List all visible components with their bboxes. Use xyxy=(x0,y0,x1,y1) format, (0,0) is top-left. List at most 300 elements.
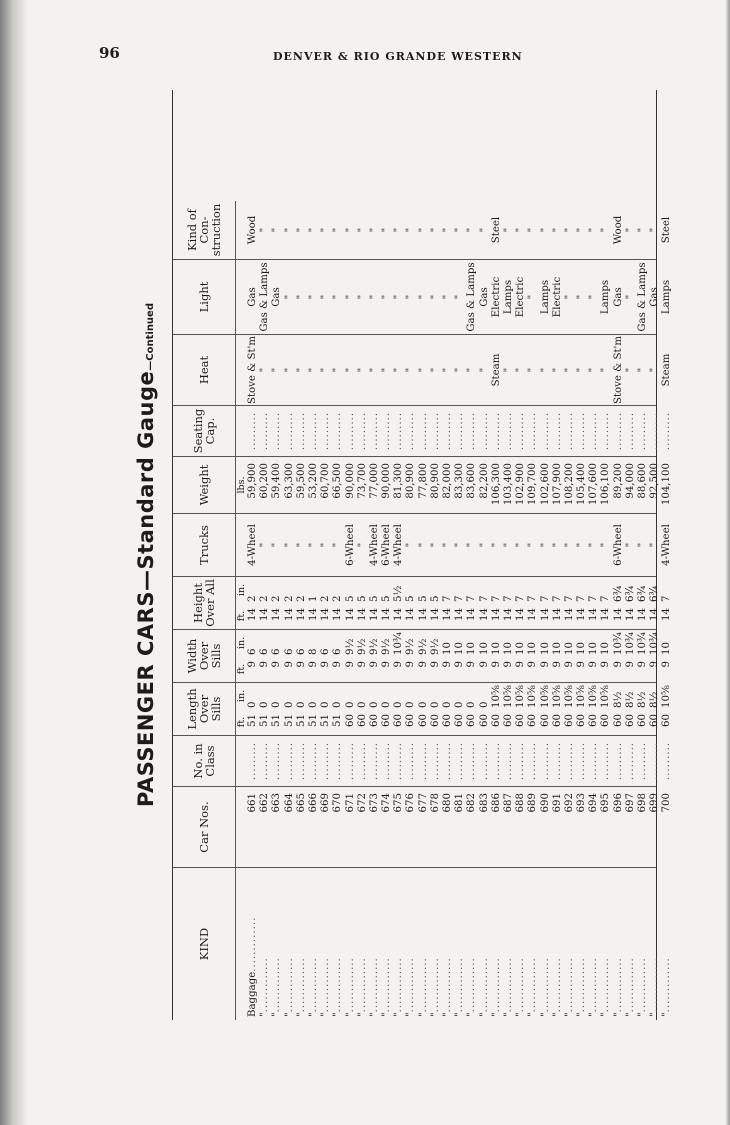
cell-text: 92,500 xyxy=(649,463,661,499)
table-cell xyxy=(369,604,381,629)
leader-dots: ......... xyxy=(527,411,539,451)
table-cell xyxy=(503,260,515,334)
cell-text: 7 xyxy=(551,595,563,602)
table-cell xyxy=(247,577,259,604)
table-cell xyxy=(491,683,503,710)
cell-text: Gas & Lamps xyxy=(466,262,478,332)
leader-dots: ......... xyxy=(247,741,258,781)
cell-text: " xyxy=(381,1012,393,1017)
table-cell xyxy=(405,657,417,682)
table-row xyxy=(552,577,564,629)
table-row xyxy=(600,683,612,735)
cell-text: " xyxy=(454,542,466,548)
table-cell xyxy=(418,577,430,604)
cell-text: 2 xyxy=(295,595,307,602)
cell-text: 60 xyxy=(454,714,466,727)
table-cell xyxy=(588,514,600,576)
leader-dots: ......... xyxy=(539,741,551,781)
table-cell xyxy=(320,335,332,405)
table-cell xyxy=(296,335,308,405)
cell-text: 7 xyxy=(442,595,453,602)
cell-text: " xyxy=(478,542,490,548)
cell-text: 6 xyxy=(320,648,332,655)
cell-text: " xyxy=(624,542,636,548)
table-cell xyxy=(418,710,430,735)
table-cell xyxy=(600,514,612,576)
table-cell xyxy=(393,657,405,682)
cell-text: 9 xyxy=(368,661,380,668)
cell-text: " xyxy=(320,294,332,300)
table-cell xyxy=(503,335,515,405)
leader-dots: ......... xyxy=(527,741,539,781)
cell-text: " xyxy=(539,227,551,233)
table-cell xyxy=(418,868,430,1020)
table-cell xyxy=(418,514,430,576)
cell-text: 63,300 xyxy=(283,463,295,499)
table-row xyxy=(357,683,369,735)
table-cell xyxy=(503,201,515,259)
cell-text: 10⅝ xyxy=(551,685,563,708)
cell-text: 14 xyxy=(271,608,283,621)
table-row xyxy=(515,683,527,735)
table-cell xyxy=(588,201,600,259)
table-cell xyxy=(491,457,503,513)
cell-text: 669 xyxy=(320,793,332,813)
cell-text: " xyxy=(563,367,575,373)
cell-text: " xyxy=(259,542,271,548)
table-cell xyxy=(271,630,283,657)
table-cell xyxy=(613,457,625,513)
table-cell xyxy=(405,335,417,405)
table-cell xyxy=(527,657,539,682)
cell-text: 9 xyxy=(527,661,539,668)
table-cell xyxy=(259,630,271,657)
leader-dots: ......... xyxy=(271,741,283,781)
cell-text: " xyxy=(502,227,514,233)
table-cell xyxy=(613,514,625,576)
cell-text: " xyxy=(417,367,429,373)
table-row xyxy=(588,577,600,629)
cell-text: " xyxy=(356,227,368,233)
cell-text: " xyxy=(259,1012,271,1017)
table-cell xyxy=(271,260,283,334)
cell-text: 0 xyxy=(417,701,429,708)
cell-text: 66,500 xyxy=(332,463,344,499)
table-cell xyxy=(613,335,625,405)
cell-text: 700 xyxy=(661,793,673,813)
table-row xyxy=(564,683,576,735)
cell-text: 0 xyxy=(295,701,307,708)
leader-dots: ............. xyxy=(527,957,539,1013)
cell-text: 51 xyxy=(307,714,319,727)
cell-text: 14 xyxy=(624,608,636,621)
cell-text: 60 xyxy=(429,714,441,727)
table-cell xyxy=(308,683,320,710)
cell-text: 7 xyxy=(588,595,600,602)
cell-text: 60 xyxy=(527,714,539,727)
table-cell xyxy=(454,457,466,513)
cell-text: " xyxy=(429,367,441,373)
table-cell xyxy=(527,710,539,735)
table-cell xyxy=(405,604,417,629)
cell-text: 682 xyxy=(466,793,478,813)
table-cell xyxy=(466,201,478,259)
leader-dots: ......... xyxy=(429,741,441,781)
cell-text: 676 xyxy=(405,793,417,813)
cell-text: 6-Wheel xyxy=(344,524,356,566)
cell-text: 8 xyxy=(307,648,319,655)
table-row xyxy=(564,630,576,682)
cell-text: 106,100 xyxy=(600,463,612,506)
cell-text: 666 xyxy=(307,793,319,813)
leader-dots: ......... xyxy=(454,411,466,451)
cell-text: " xyxy=(332,294,344,300)
table-cell xyxy=(649,260,661,334)
table-cell xyxy=(637,630,649,657)
table-cell xyxy=(296,683,308,710)
table-row xyxy=(381,577,393,629)
cell-text: 14 xyxy=(551,608,563,621)
cell-text: " xyxy=(588,294,600,300)
table-cell xyxy=(552,604,564,629)
header-car-nos: Car Nos. xyxy=(173,787,236,867)
cell-text: " xyxy=(588,227,600,233)
cell-text: " xyxy=(283,227,295,233)
table-cell xyxy=(284,630,296,657)
table-cell xyxy=(259,604,271,629)
table-cell xyxy=(357,514,369,576)
cell-text: " xyxy=(283,1012,295,1017)
table-cell xyxy=(527,514,539,576)
cell-text: " xyxy=(515,227,527,233)
cell-text: 10 xyxy=(551,642,563,655)
table-cell xyxy=(503,604,515,629)
cell-text: " xyxy=(405,1012,417,1017)
table-row xyxy=(466,630,478,682)
cell-text: " xyxy=(295,367,307,373)
table-cell xyxy=(442,514,454,576)
table-cell xyxy=(296,201,308,259)
cell-text: " xyxy=(502,1012,514,1017)
leader-dots: ............. xyxy=(600,957,612,1013)
table-cell xyxy=(466,514,478,576)
leader-dots: ......... xyxy=(539,411,551,451)
table-cell xyxy=(284,260,296,334)
col-construction xyxy=(173,201,673,260)
cell-text: 60 xyxy=(539,714,551,727)
cell-text: 695 xyxy=(600,793,612,813)
leader-dots: ......... xyxy=(368,411,380,451)
table-cell xyxy=(588,657,600,682)
cell-text: Lamps xyxy=(502,279,514,315)
table-cell xyxy=(454,604,466,629)
cell-text: 51 xyxy=(320,714,332,727)
table-cell xyxy=(564,657,576,682)
leader-dots: ......... xyxy=(490,741,502,781)
leader-dots: ......... xyxy=(624,741,636,781)
cell-text: 102,600 xyxy=(539,463,551,506)
table-cell xyxy=(308,604,320,629)
table-cell xyxy=(393,604,405,629)
table-cell xyxy=(564,457,576,513)
table-cell xyxy=(284,683,296,710)
table-cell xyxy=(271,604,283,629)
table-cell xyxy=(637,657,649,682)
table-cell xyxy=(649,868,661,1020)
leader-dots: ......... xyxy=(356,411,368,451)
cell-text: Steam xyxy=(490,353,502,387)
table-row xyxy=(332,683,344,735)
table-cell xyxy=(540,514,552,576)
table-cell xyxy=(515,457,527,513)
table-cell xyxy=(479,514,491,576)
leader-dots: ............. xyxy=(283,957,295,1013)
table-cell xyxy=(491,335,503,405)
table-cell xyxy=(308,787,320,867)
table-cell xyxy=(613,577,625,604)
cell-text: " xyxy=(393,227,405,233)
cell-text: " xyxy=(624,294,636,300)
cell-text: 6-Wheel xyxy=(381,524,393,566)
cell-text: 4-Wheel xyxy=(393,524,405,566)
table-cell xyxy=(332,457,344,513)
table-cell xyxy=(661,657,673,682)
table-cell xyxy=(637,787,649,867)
cell-text: 7 xyxy=(466,595,478,602)
table-cell xyxy=(345,710,357,735)
cell-text: 9 xyxy=(271,661,283,668)
table-cell xyxy=(369,514,381,576)
cell-text: 60 xyxy=(478,714,490,727)
table-cell xyxy=(661,868,673,1020)
table-row xyxy=(369,577,381,629)
table-cell xyxy=(393,457,405,513)
table-cell xyxy=(625,514,637,576)
table-cell xyxy=(540,335,552,405)
cell-text: " xyxy=(332,367,344,373)
table-cell xyxy=(479,657,491,682)
table-cell xyxy=(320,604,332,629)
table-cell xyxy=(345,335,357,405)
leader-dots: ......... xyxy=(576,741,588,781)
cell-text: 8½ xyxy=(637,691,648,708)
table-cell xyxy=(308,457,320,513)
cell-text: 6¾ xyxy=(649,585,661,602)
table-row xyxy=(345,683,357,735)
table-cell xyxy=(393,787,405,867)
table-cell xyxy=(247,657,259,682)
cell-text: 10¾ xyxy=(624,632,636,655)
cell-text: " xyxy=(454,294,466,300)
col-weight xyxy=(173,457,673,514)
table-cell xyxy=(613,868,625,1020)
cell-text: " xyxy=(527,542,539,548)
table-cell xyxy=(661,787,673,867)
cell-text: " xyxy=(515,1012,527,1017)
cell-text: 10⅝ xyxy=(661,685,673,708)
table-cell xyxy=(357,630,369,657)
leader-dots: ............. xyxy=(332,957,344,1013)
cell-text: 0 xyxy=(442,701,453,708)
cell-text: 9 xyxy=(454,661,466,668)
cell-text: 60 xyxy=(466,714,478,727)
cell-text: 9 xyxy=(515,661,527,668)
table-cell xyxy=(381,657,393,682)
table-cell xyxy=(540,604,552,629)
cell-text: 10⅝ xyxy=(515,685,527,708)
table-row xyxy=(308,577,320,629)
cell-text: 14 xyxy=(417,608,429,621)
cell-text: 6¾ xyxy=(637,585,648,602)
cell-text: 9 xyxy=(588,661,600,668)
table-cell xyxy=(284,577,296,604)
cell-text: 14 xyxy=(661,608,673,621)
table-cell xyxy=(418,260,430,334)
cell-text: 0 xyxy=(381,701,393,708)
table-cell xyxy=(320,577,332,604)
table-cell xyxy=(284,604,296,629)
table-cell xyxy=(515,260,527,334)
cell-text: " xyxy=(612,1012,624,1017)
table-cell xyxy=(345,457,357,513)
leader-dots: ......... xyxy=(417,741,429,781)
cell-text: 5½ xyxy=(393,585,405,602)
cell-text: 53,200 xyxy=(307,463,319,499)
table-cell xyxy=(515,201,527,259)
table-row xyxy=(271,683,283,735)
table-cell xyxy=(503,514,515,576)
table-cell xyxy=(381,630,393,657)
table-row xyxy=(320,630,332,682)
table-cell xyxy=(259,683,271,710)
table-cell xyxy=(625,457,637,513)
table-cell xyxy=(552,683,564,710)
table-cell xyxy=(271,683,283,710)
table-cell xyxy=(466,868,478,1020)
table-cell xyxy=(564,868,576,1020)
table-cell xyxy=(576,868,588,1020)
cell-text: 14 xyxy=(405,608,417,621)
table-row xyxy=(527,630,539,682)
cell-text: Lamps xyxy=(661,279,673,315)
leader-dots: ......... xyxy=(466,411,478,451)
table-cell xyxy=(600,710,612,735)
table-row xyxy=(540,577,552,629)
leader-dots: ......... xyxy=(247,411,258,451)
table-cell xyxy=(320,683,332,710)
leader-dots: ......... xyxy=(661,741,673,781)
cell-text: Steam xyxy=(661,353,673,387)
cell-text: 0 xyxy=(393,701,405,708)
cell-text: 7 xyxy=(527,595,539,602)
table-cell xyxy=(466,260,478,334)
table-cell xyxy=(515,868,527,1020)
table-cell xyxy=(357,787,369,867)
table-cell xyxy=(661,630,673,657)
cell-text: " xyxy=(442,1012,453,1017)
cell-text: 60,200 xyxy=(259,463,271,499)
cell-text: 0 xyxy=(283,701,295,708)
table-cell xyxy=(613,604,625,629)
table-cell xyxy=(271,868,283,1020)
cell-text: 60 xyxy=(600,714,612,727)
table-row xyxy=(345,577,357,629)
cell-text: " xyxy=(466,1012,478,1017)
cell-text: 10¾ xyxy=(637,632,648,655)
leader-dots: ......... xyxy=(344,741,356,781)
table-cell xyxy=(381,260,393,334)
table-cell xyxy=(466,630,478,657)
cell-text: 10⅝ xyxy=(527,685,539,708)
table-cell xyxy=(515,577,527,604)
cell-text: 60 xyxy=(344,714,356,727)
cell-text: 7 xyxy=(563,595,575,602)
table-cell xyxy=(515,335,527,405)
table-cell xyxy=(600,604,612,629)
table-row xyxy=(600,630,612,682)
table-cell xyxy=(515,787,527,867)
cell-text: " xyxy=(539,1012,551,1017)
table-cell xyxy=(576,514,588,576)
table-cell xyxy=(405,787,417,867)
cell-text: " xyxy=(283,367,295,373)
cell-text: " xyxy=(637,227,648,233)
table-cell xyxy=(552,514,564,576)
cell-text: " xyxy=(637,367,648,373)
table-cell xyxy=(576,260,588,334)
table-cell xyxy=(576,683,588,710)
table-cell xyxy=(369,335,381,405)
cell-text: Steel xyxy=(490,216,502,244)
table-cell xyxy=(247,683,259,710)
table-cell xyxy=(345,577,357,604)
cell-text: 5 xyxy=(368,595,380,602)
table-cell xyxy=(259,201,271,259)
table-cell xyxy=(308,335,320,405)
cell-text: 9 xyxy=(307,661,319,668)
table-row xyxy=(479,683,491,735)
cell-text: 2 xyxy=(259,595,271,602)
cell-text: 2 xyxy=(320,595,332,602)
table-cell xyxy=(527,577,539,604)
cell-text: 80,900 xyxy=(429,463,441,499)
cell-text: " xyxy=(576,1012,588,1017)
cell-text: " xyxy=(368,227,380,233)
table-cell xyxy=(259,514,271,576)
cell-text: " xyxy=(356,1012,368,1017)
cell-text: " xyxy=(307,542,319,548)
col-trucks xyxy=(173,514,673,577)
table-cell xyxy=(320,787,332,867)
table-cell xyxy=(259,335,271,405)
table-cell xyxy=(588,630,600,657)
cell-text: " xyxy=(527,227,539,233)
cell-text: " xyxy=(466,542,478,548)
cell-text: " xyxy=(368,367,380,373)
cell-text: Wood xyxy=(247,215,258,245)
table-cell xyxy=(479,787,491,867)
table-row xyxy=(479,630,491,682)
table-cell xyxy=(247,787,259,867)
cell-text: 10 xyxy=(600,642,612,655)
cell-text: 10 xyxy=(527,642,539,655)
table-cell xyxy=(259,577,271,604)
table-cell xyxy=(332,710,344,735)
cell-text: 88,600 xyxy=(637,463,648,499)
cell-text: 14 xyxy=(320,608,332,621)
cell-text: 661 xyxy=(247,793,258,813)
cell-text: " xyxy=(332,542,344,548)
